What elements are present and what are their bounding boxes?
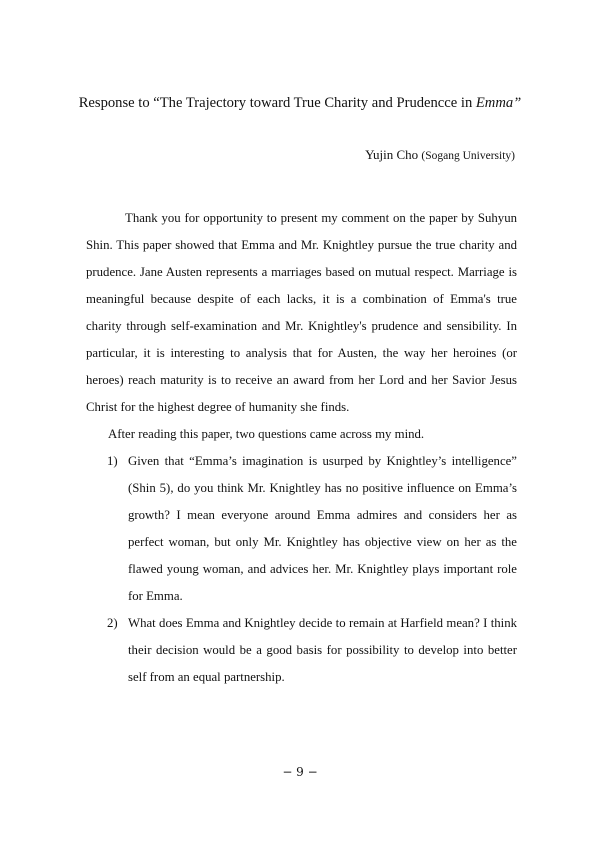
questions-list [86,448,517,691]
title-italic-text: Emma” [475,95,522,111]
page-number: − 9 − [282,765,318,779]
document-body [86,205,517,691]
question-item [86,448,517,610]
question-text: What does Emma and Knightley decide to remain at Harfield mean? I think their decision would be a good basis for possibility to develop into better self from an equal partnership. [128,616,517,684]
title-text: Response to “The Trajectory toward True Charity and Prudencce in [78,95,476,111]
question-item [86,610,517,691]
author-line [365,146,515,165]
question-number: 2) [107,616,118,630]
author-name: Yujin Cho [365,147,419,162]
question-number: 1) [107,454,118,468]
question-text: Given that “Emma’s imagination is usurped by Knightley’s intelligence” (Shin 5), do you think Mr. Knightley has no positive influence on Emma’s growth? I mean everyone around Emma admires and considers her as perfect woman, but only Mr. Knightley has objective view on her as the flawed young woman, and advices her. Mr. Knightley plays important role for Emma. [128,454,517,603]
author-affiliation: (Sogang University) [421,150,515,162]
body-paragraph: Thank you for opportunity to present my comment on the paper by Suhyun Shin. This paper showed that Emma and Mr. Knightley pursue the true charity and prudence. Jane Austen represents a marriages based on mutual respect. Marriage is meaningful because despite of each lacks, it is a combination of Emma's true charity through self-examination and Mr. Knightley's prudence and sensibility. In particular, it is interesting to analysis that for Austen, the way her heroines (or heroes) reach maturity is to receive an award from her Lord and her Savior Jesus Christ for the highest degree of humanity she finds. [86,211,517,414]
document-title [0,94,600,112]
questions-intro: After reading this paper, two questions came across my mind. [108,427,425,441]
